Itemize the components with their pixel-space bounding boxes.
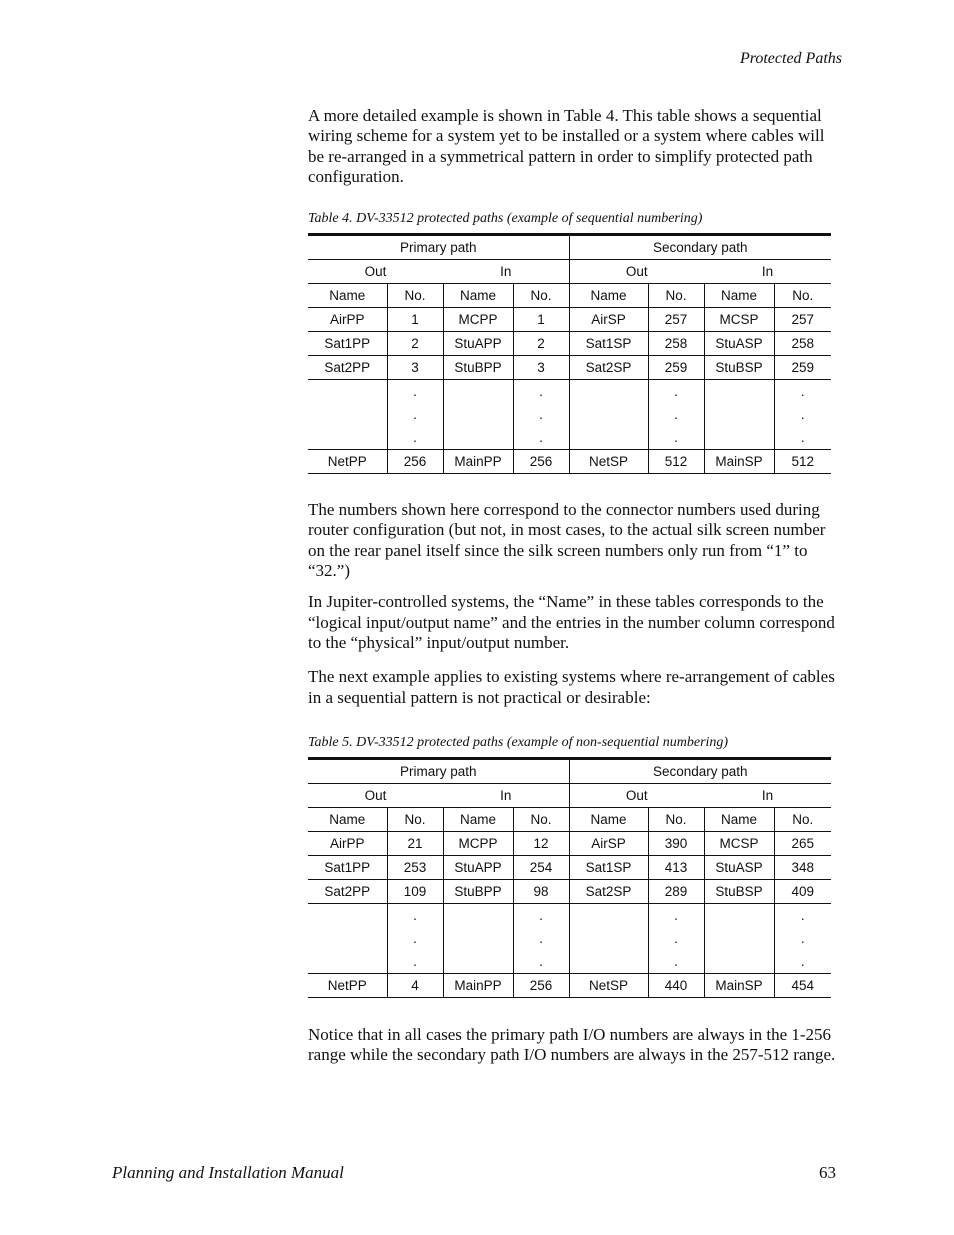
table-cell: StuAPP [443, 332, 513, 356]
table-cell: 2 [387, 332, 443, 356]
no-header: No. [648, 284, 704, 308]
table4-caption: Table 4. DV-33512 protected paths (example of sequential numbering) [308, 211, 703, 227]
table-cell: 259 [774, 356, 831, 380]
no-header: No. [774, 807, 831, 831]
table4-path-header [308, 235, 831, 260]
table-cell: MainPP [443, 973, 513, 997]
table-cell: NetPP [308, 973, 387, 997]
table-cell: 2 [513, 332, 569, 356]
table-row [308, 831, 831, 855]
out-header: Out [308, 783, 443, 807]
table-cell: Sat2SP [569, 879, 648, 903]
table-cell: 257 [648, 308, 704, 332]
table-cell: MainSP [704, 973, 774, 997]
table-cell: 253 [387, 855, 443, 879]
ellipsis-dot: . [513, 403, 569, 426]
table-cell: NetPP [308, 450, 387, 474]
out-header: Out [308, 260, 443, 284]
table-cell: 4 [387, 973, 443, 997]
table-cell: StuASP [704, 332, 774, 356]
table5-caption: Table 5. DV-33512 protected paths (example of non-sequential numbering) [308, 734, 729, 750]
table-cell: StuASP [704, 855, 774, 879]
ellipsis-dot: . [648, 426, 704, 450]
table-cell: AirPP [308, 831, 387, 855]
table-cell: Sat1SP [569, 855, 648, 879]
table5-direction-header [308, 783, 831, 807]
table5-column-header [308, 807, 831, 831]
table-cell: 1 [513, 308, 569, 332]
running-header: Protected Paths [739, 50, 842, 67]
ellipsis-dot: . [387, 903, 443, 927]
ellipsis-dot: . [774, 903, 831, 927]
ellipsis-dot: . [774, 403, 831, 426]
out-header: Out [569, 260, 704, 284]
table-cell: 390 [648, 831, 704, 855]
page-content [308, 106, 843, 1065]
table-cell: MainSP [704, 450, 774, 474]
secondary-path-header: Secondary path [569, 758, 831, 783]
primary-path-header: Primary path [308, 758, 569, 783]
table5 [308, 757, 831, 998]
table-cell: 348 [774, 855, 831, 879]
ellipsis-dot: . [387, 380, 443, 404]
table-row [308, 356, 831, 380]
table-cell: StuBPP [443, 879, 513, 903]
out-header: Out [569, 783, 704, 807]
table-row [308, 879, 831, 903]
name-header: Name [308, 284, 387, 308]
table-cell: MCPP [443, 308, 513, 332]
table-cell: 254 [513, 855, 569, 879]
ellipsis-dot: . [513, 426, 569, 450]
ellipsis-row [308, 950, 831, 974]
table4-direction-header [308, 260, 831, 284]
table-cell: 256 [387, 450, 443, 474]
table-cell: Sat2PP [308, 879, 387, 903]
table-cell: 259 [648, 356, 704, 380]
ellipsis-row [308, 927, 831, 950]
table-cell: 3 [513, 356, 569, 380]
table-cell: 258 [774, 332, 831, 356]
table-cell: AirSP [569, 831, 648, 855]
table-cell: 409 [774, 879, 831, 903]
table-cell: StuBPP [443, 356, 513, 380]
table-row [308, 855, 831, 879]
table-row [308, 332, 831, 356]
table4 [308, 233, 831, 474]
no-header: No. [387, 807, 443, 831]
table-cell: 98 [513, 879, 569, 903]
table-cell: 413 [648, 855, 704, 879]
table-row [308, 973, 831, 997]
table-cell: 256 [513, 973, 569, 997]
table-cell: StuBSP [704, 356, 774, 380]
table-cell: AirSP [569, 308, 648, 332]
table-cell: 256 [513, 450, 569, 474]
ellipsis-row [308, 426, 831, 450]
ellipsis-dot: . [387, 403, 443, 426]
table-cell: NetSP [569, 973, 648, 997]
in-header: In [443, 260, 569, 284]
name-header: Name [704, 284, 774, 308]
ellipsis-dot: . [387, 426, 443, 450]
ellipsis-dot: . [387, 927, 443, 950]
secondary-path-header: Secondary path [569, 235, 831, 260]
no-header: No. [513, 807, 569, 831]
primary-path-header: Primary path [308, 235, 569, 260]
ellipsis-dot: . [774, 927, 831, 950]
table-cell: 454 [774, 973, 831, 997]
table-cell: Sat1PP [308, 855, 387, 879]
no-header: No. [513, 284, 569, 308]
paragraph-intro: A more detailed example is shown in Table 4. This table shows a sequential wiring scheme for a system yet to be installed or a system where cables will be re-arranged in a symmetrical pattern in order to simplify protected path configuration. [308, 106, 825, 186]
table-cell: 1 [387, 308, 443, 332]
table-cell: 440 [648, 973, 704, 997]
ellipsis-dot: . [387, 950, 443, 974]
name-header: Name [443, 284, 513, 308]
table-cell: MainPP [443, 450, 513, 474]
in-header: In [704, 783, 831, 807]
table-cell: StuBSP [704, 879, 774, 903]
ellipsis-dot: . [513, 950, 569, 974]
name-header: Name [443, 807, 513, 831]
name-header: Name [569, 807, 648, 831]
no-header: No. [387, 284, 443, 308]
in-header: In [704, 260, 831, 284]
table-cell: MCPP [443, 831, 513, 855]
paragraph-jupiter: In Jupiter-controlled systems, the “Name” in these tables corresponds to the “logical input/output name” and the entries in the number column correspond to the “physical” input/output number. [308, 592, 835, 652]
table-row [308, 308, 831, 332]
name-header: Name [308, 807, 387, 831]
table-cell: 512 [774, 450, 831, 474]
name-header: Name [704, 807, 774, 831]
table-cell: 109 [387, 879, 443, 903]
table-cell: AirPP [308, 308, 387, 332]
table-cell: Sat1PP [308, 332, 387, 356]
page-number: 63 [819, 1163, 836, 1182]
ellipsis-dot: . [774, 426, 831, 450]
table4-column-header [308, 284, 831, 308]
in-header: In [443, 783, 569, 807]
ellipsis-dot: . [648, 380, 704, 404]
table-cell: Sat1SP [569, 332, 648, 356]
ellipsis-dot: . [513, 927, 569, 950]
paragraph-next-example: The next example applies to existing systems where re-arrangement of cables in a sequential pattern is not practical or desirable: [308, 667, 835, 707]
table-cell: 289 [648, 879, 704, 903]
table-cell: 21 [387, 831, 443, 855]
table-cell: Sat2PP [308, 356, 387, 380]
table-cell: 12 [513, 831, 569, 855]
table-cell: 257 [774, 308, 831, 332]
table-cell: 258 [648, 332, 704, 356]
ellipsis-dot: . [648, 903, 704, 927]
table-cell: 3 [387, 356, 443, 380]
no-header: No. [648, 807, 704, 831]
table-cell: MCSP [704, 308, 774, 332]
ellipsis-dot: . [774, 380, 831, 404]
paragraph-notice: Notice that in all cases the primary path I/O numbers are always in the 1-256 range while the secondary path I/O numbers are always in the 257-512 range. [308, 1024, 836, 1065]
table5-path-header [308, 758, 831, 783]
table-row [308, 450, 831, 474]
table-cell: StuAPP [443, 855, 513, 879]
ellipsis-dot: . [774, 950, 831, 974]
ellipsis-dot: . [648, 927, 704, 950]
ellipsis-row [308, 380, 831, 404]
ellipsis-dot: . [513, 380, 569, 404]
ellipsis-dot: . [648, 950, 704, 974]
table-cell: Sat2SP [569, 356, 648, 380]
table-cell: NetSP [569, 450, 648, 474]
table-cell: 265 [774, 831, 831, 855]
name-header: Name [569, 284, 648, 308]
footer-manual-title: Planning and Installation Manual [112, 1163, 344, 1182]
ellipsis-dot: . [513, 903, 569, 927]
paragraph-connector-numbers: The numbers shown here correspond to the connector numbers used during router configuration (but not, in most cases, to the actual silk screen number on the rear panel itself since the silk screen numbers only run from “1” to “32.”) [308, 500, 826, 581]
ellipsis-dot: . [648, 403, 704, 426]
no-header: No. [774, 284, 831, 308]
table-cell: MCSP [704, 831, 774, 855]
table-cell: 512 [648, 450, 704, 474]
ellipsis-row [308, 903, 831, 927]
ellipsis-row [308, 403, 831, 426]
